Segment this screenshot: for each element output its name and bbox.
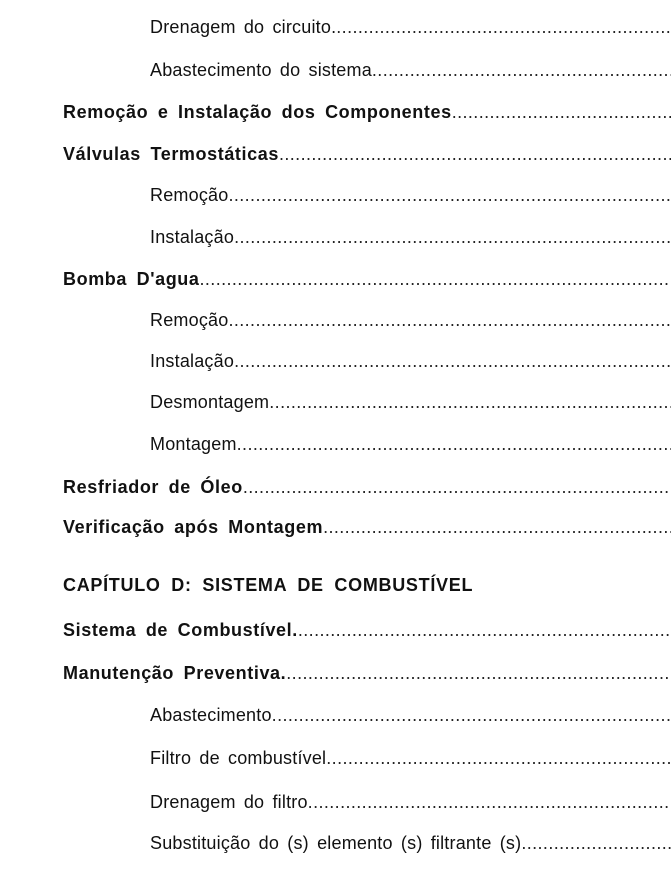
toc-entry	[0, 141, 671, 167]
toc-entry-label: Abastecimento	[150, 705, 272, 725]
dot-leader	[286, 660, 671, 686]
dot-leader	[200, 266, 671, 292]
dot-leader	[326, 745, 671, 771]
dot-leader	[521, 830, 671, 856]
dot-leader	[298, 617, 671, 643]
toc-entry-label: Instalação	[150, 351, 235, 371]
toc-entry	[0, 389, 671, 415]
toc-entry-label: Filtro de combustível	[150, 748, 327, 768]
toc-entry-label: Válvulas Termostáticas	[63, 144, 279, 164]
toc-entry-label: Drenagem do circuito.	[150, 17, 337, 37]
toc-entry	[0, 702, 671, 728]
toc-entry	[0, 789, 671, 815]
dot-leader	[234, 348, 671, 374]
toc-entry-label: Manutenção Preventiva.	[63, 663, 287, 683]
toc-entry	[0, 745, 671, 771]
toc-entry-label: Desmontagem	[150, 392, 270, 412]
toc-entry	[0, 307, 671, 333]
toc-entry	[0, 224, 671, 250]
toc-entry-label: Verificação após Montagem	[63, 517, 324, 537]
toc-entry	[0, 348, 671, 374]
toc-entry	[0, 514, 671, 540]
toc-entry	[0, 660, 671, 686]
toc-entry-label: Bomba D'agua	[63, 269, 200, 289]
toc-entry-label: Substituição do (s) elemento (s) filtrante (s)	[150, 833, 522, 853]
chapter-title: CAPÍTULO D: SISTEMA DE COMBUSTÍVEL	[63, 575, 474, 595]
dot-leader	[308, 789, 671, 815]
toc-entry-label: Instalação	[150, 227, 235, 247]
toc-entry-label: Montagem	[150, 434, 237, 454]
dot-leader	[372, 57, 671, 83]
toc-entry-label: Drenagem do filtro	[150, 792, 308, 812]
toc-entry-label: Abastecimento do sistema	[150, 60, 372, 80]
toc-entry	[0, 14, 671, 40]
dot-leader	[228, 182, 671, 208]
dot-leader	[452, 99, 671, 125]
toc-entry-label: Remoção	[150, 310, 229, 330]
dot-leader	[272, 702, 671, 728]
toc-entry	[0, 830, 671, 856]
dot-leader	[279, 141, 671, 167]
toc-entry	[0, 617, 671, 643]
chapter-heading	[0, 572, 671, 598]
toc-entry	[0, 99, 671, 125]
toc-entry-label: Remoção	[150, 185, 229, 205]
toc-entry	[0, 266, 671, 292]
toc-entry	[0, 474, 671, 500]
dot-leader	[323, 514, 671, 540]
toc-entry	[0, 182, 671, 208]
dot-leader	[336, 14, 671, 40]
dot-leader	[237, 431, 671, 457]
toc-entry	[0, 57, 671, 83]
dot-leader	[228, 307, 671, 333]
dot-leader	[269, 389, 671, 415]
dot-leader	[243, 474, 671, 500]
toc-entry-label: Remoção e Instalação dos Componentes	[63, 102, 452, 122]
toc-entry	[0, 431, 671, 457]
dot-leader	[234, 224, 671, 250]
toc-entry-label: Sistema de Combustível.	[63, 620, 298, 640]
toc-entry-label: Resfriador de Óleo	[63, 477, 243, 497]
